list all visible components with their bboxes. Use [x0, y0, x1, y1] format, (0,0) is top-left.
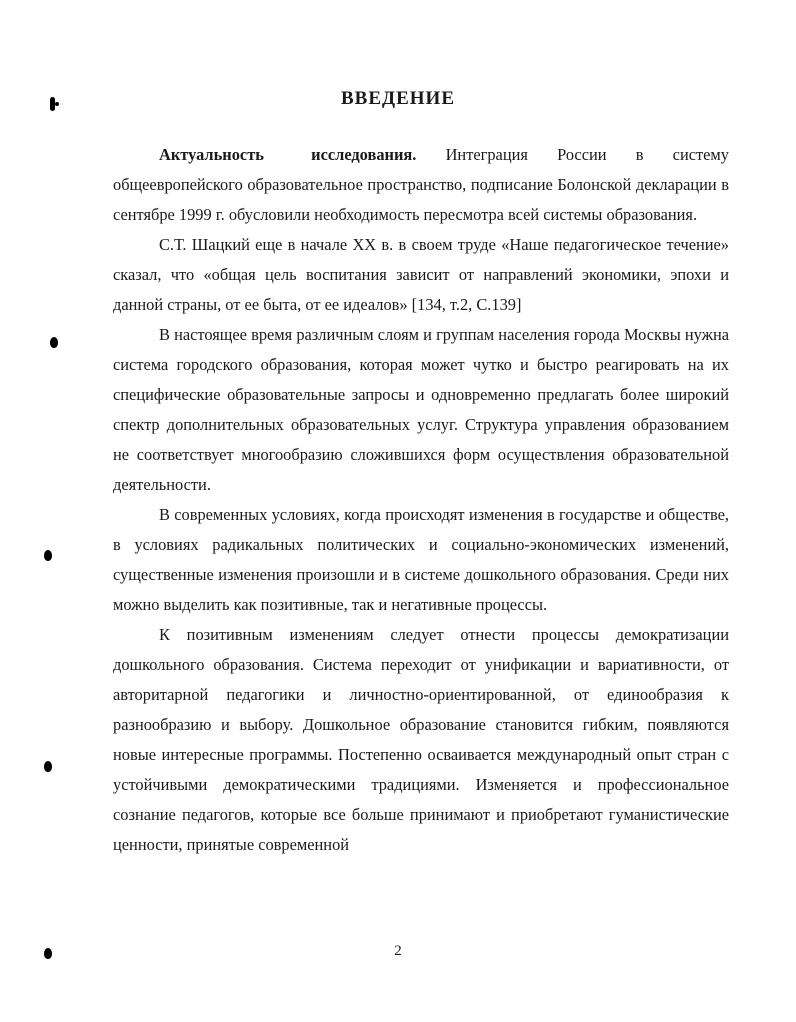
paragraph: С.Т. Шацкий еще в начале XX в. в своем труде «Наше педагогическое течение» сказал, что «общая цель воспитания зависит от направлений экономики, эпохи и данной страны, от ее быта, от ее идеалов» [134, т.2, С.139] [113, 235, 729, 314]
binding-mark-icon [50, 337, 58, 348]
document-body [113, 140, 729, 860]
binding-mark-icon [44, 550, 52, 561]
paragraph-lead: Актуальность исследования. [159, 145, 417, 164]
page-title: ВВЕДЕНИЕ [341, 88, 455, 109]
paragraph-text: Интеграция России в систему общеевропейского образовательное пространство, подписание Болонской декларации в сентябре 1999 г. обусловили необходимость пересмотра всей системы образования. [113, 145, 729, 224]
paragraph [113, 140, 729, 230]
page-number: 2 [394, 943, 402, 959]
paragraph: В современных условиях, когда происходят изменения в государстве и обществе, в условиях радикальных политических и социально-экономических изменений, существенные изменения произошли и в системе дошкольного образования. Среди них можно выделить как позитивные, так и негативные процессы. [113, 505, 729, 614]
paragraph: В настоящее время различным слоям и группам населения города Москвы нужна система городского образования, которая может чутко и быстро реагировать на их специфические образовательные запросы и одновременно предлагать более широкий спектр дополнительных образовательных услуг. Структура управления образованием не соответствует многообразию сложившихся форм осуществления образовательной деятельности. [113, 325, 729, 494]
paragraph: К позитивным изменениям следует отнести процессы демократизации дошкольного образования. Система переходит от унификации и вариативности, от авторитарной педагогики и личностно-ориентированной, от единообразия к разнообразию и выбору. Дошкольное образование становится гибким, появляются новые интересные программы. Постепенно осваивается международный опыт стран с устойчивыми демократическими традициями. Изменяется и профессиональное сознание педагогов, которые все больше принимают и приобретают гуманистические ценности, принятые современной [113, 625, 729, 854]
binding-mark-icon [44, 761, 52, 772]
